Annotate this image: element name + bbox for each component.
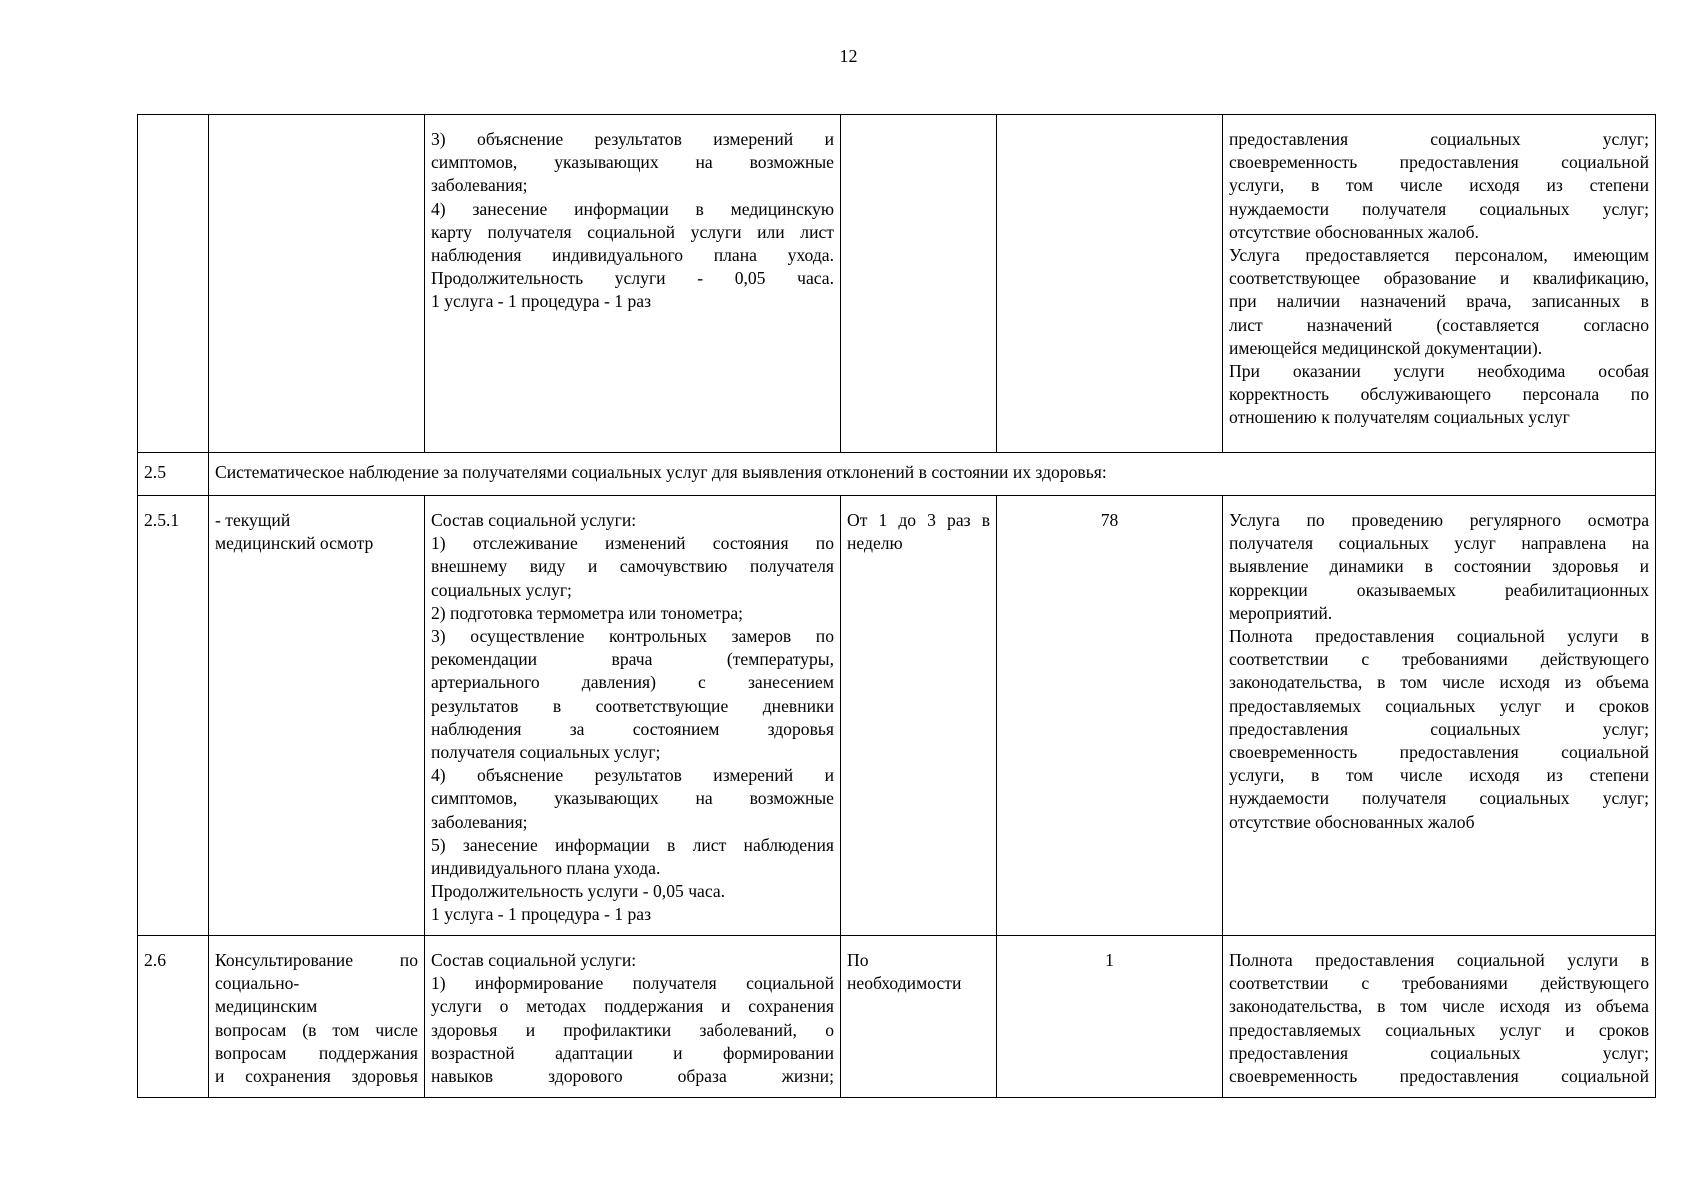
text-line: наблюдения за состоянием здоровья (431, 718, 834, 739)
text-line: 1 услуга - 1 процедура - 1 раз (431, 291, 652, 312)
text-line: вопросам (в том числе (215, 1019, 418, 1040)
text-line: артериального давления) с занесением (431, 672, 834, 693)
text-line: соответствии с требованиями действующего (1229, 973, 1649, 994)
cell-quality (1223, 115, 1656, 453)
cell-quality (1223, 496, 1656, 936)
table-row (138, 936, 1656, 1098)
text-line: Продолжительность услуги - 0,05 часа. (431, 268, 834, 289)
text-line: социальных услуг; (431, 579, 572, 600)
text-line: 5) занесение информации в лист наблюдения (431, 834, 834, 855)
text-line: услуги, в том числе исходя из степени (1229, 175, 1649, 196)
text-line: отсутствие обоснованных жалоб. (1229, 221, 1479, 242)
text-line: выявление динамики в состоянии здоровья и (1229, 556, 1649, 577)
text-line: Полнота предоставления социальной услуги в (1229, 626, 1649, 647)
cell-number (138, 115, 209, 453)
text-line: получателя социальных услуг направлена на (1229, 533, 1649, 554)
cell-periodicity (841, 115, 997, 453)
text-line: Полнота предоставления социальной услуги в (1229, 950, 1649, 970)
text-line: 4) объяснение результатов измерений и (431, 765, 834, 786)
cell-volume (997, 115, 1223, 453)
text-line: По (847, 950, 869, 970)
cell-number: 2.6 (138, 936, 209, 1098)
section-title: Систематическое наблюдение за получателями социальных услуг для выявления отклонений в состоянии их здоровья: (209, 453, 1656, 496)
text-line: Услуга по проведению регулярного осмотра (1229, 510, 1649, 530)
text-line: 3) объяснение результатов измерений и (431, 129, 834, 149)
cell-volume: 78 (997, 496, 1223, 936)
cell-service-content (425, 496, 841, 936)
text-line: - текущий (215, 510, 291, 530)
cell-service-content (425, 936, 841, 1098)
cell-number: 2.5.1 (138, 496, 209, 936)
text-line: предоставления социальных услуг; (1229, 129, 1649, 149)
text-line: Продолжительность услуги - 0,05 часа. (431, 881, 726, 902)
page-number: 12 (839, 46, 858, 66)
text-line: предоставления социальных услуг; (1229, 1042, 1649, 1063)
text-line: нуждаемости получателя социальных услуг; (1229, 198, 1649, 219)
table-row (138, 496, 1656, 936)
text-line: лист назначений (составляется согласно (1229, 314, 1649, 335)
text-line: социально- (215, 973, 300, 994)
text-line: возрастной адаптации и формировании (431, 1042, 834, 1063)
text-line: симптомов, указывающих на возможные (431, 788, 834, 809)
text-line: соответствии с требованиями действующего (1229, 649, 1649, 670)
services-table (137, 114, 1656, 1098)
table-row (138, 115, 1656, 453)
text-line: корректность обслуживающего персонала по (1229, 384, 1649, 405)
text-line: 4) занесение информации в медицинскую (431, 198, 834, 219)
cell-quality (1223, 936, 1656, 1098)
text-line: 1) отслеживание изменений состояния по (431, 533, 834, 554)
text-line: предоставления социальных услуг; (1229, 718, 1649, 739)
text-line: карту получателя социальной услуги или лист (431, 221, 834, 242)
text-line: услуги, в том числе исходя из степени (1229, 765, 1649, 786)
text-line: внешнему виду и самочувствию получателя (431, 556, 834, 577)
text-line: индивидуального плана ухода. (431, 858, 661, 879)
text-line: коррекции оказываемых реабилитационных (1229, 579, 1649, 600)
text-line: Услуга предоставляется персоналом, имеющим (1229, 245, 1649, 266)
text-line: при наличии назначений врача, записанных в (1229, 291, 1649, 312)
text-line: симптомов, указывающих на возможные (431, 152, 834, 173)
text-line: получателя социальных услуг; (431, 742, 661, 763)
text-line: имеющейся медицинской документации). (1229, 337, 1543, 358)
text-line: 3) осуществление контрольных замеров по (431, 626, 834, 647)
cell-service-name (209, 115, 425, 453)
text-line: 1 услуга - 1 процедура - 1 раз (431, 904, 652, 925)
text-line: рекомендации врача (температуры, (431, 649, 834, 670)
cell-periodicity (841, 936, 997, 1098)
text-line: своевременность предоставления социальной (1229, 1066, 1649, 1087)
text-line: результатов в соответствующие дневники (431, 695, 834, 716)
text-line: Консультирование по (215, 950, 418, 970)
text-line: отсутствие обоснованных жалоб (1229, 811, 1475, 832)
text-line: неделю (847, 533, 903, 554)
text-line: предоставляемых социальных услуг и сроков (1229, 695, 1649, 716)
text-line: навыков здорового образа жизни; (431, 1066, 834, 1087)
text-line: и сохранения здоровья (215, 1066, 418, 1087)
text-line: От 1 до 3 раз в (847, 510, 990, 530)
section-number: 2.5 (138, 453, 209, 496)
text-line: медицинский осмотр (215, 533, 374, 554)
text-line: необходимости (847, 973, 962, 994)
text-line: заболевания; (431, 175, 528, 196)
text-line: 2) подготовка термометра или тонометра; (431, 602, 744, 623)
text-line: Состав социальной услуги: (431, 510, 637, 530)
table-row-section (138, 453, 1656, 496)
text-line: отношению к получателям социальных услуг (1229, 407, 1570, 428)
text-line: медицинским (215, 996, 318, 1017)
cell-service-name (209, 936, 425, 1098)
text-line: При оказании услуги необходима особая (1229, 361, 1649, 382)
text-line: вопросам поддержания (215, 1042, 418, 1063)
cell-service-content (425, 115, 841, 453)
text-line: мероприятий. (1229, 602, 1333, 623)
text-line: предоставляемых социальных услуг и сроков (1229, 1019, 1649, 1040)
text-line: 1) информирование получателя социальной (431, 973, 834, 994)
text-line: услуги о методах поддержания и сохранения (431, 996, 834, 1017)
cell-volume: 1 (997, 936, 1223, 1098)
cell-periodicity (841, 496, 997, 936)
text-line: соответствующее образование и квалификацию, (1229, 268, 1649, 289)
text-line: заболевания; (431, 811, 528, 832)
text-line: наблюдения индивидуального плана ухода. (431, 245, 834, 266)
text-line: законодательства, в том числе исходя из объема (1229, 996, 1649, 1017)
text-line: Состав социальной услуги: (431, 950, 637, 970)
text-line: своевременность предоставления социальной (1229, 742, 1649, 763)
cell-service-name (209, 496, 425, 936)
text-line: законодательства, в том числе исходя из объема (1229, 672, 1649, 693)
text-line: своевременность предоставления социальной (1229, 152, 1649, 173)
text-line: здоровья и профилактики заболеваний, о (431, 1019, 834, 1040)
text-line: нуждаемости получателя социальных услуг; (1229, 788, 1649, 809)
